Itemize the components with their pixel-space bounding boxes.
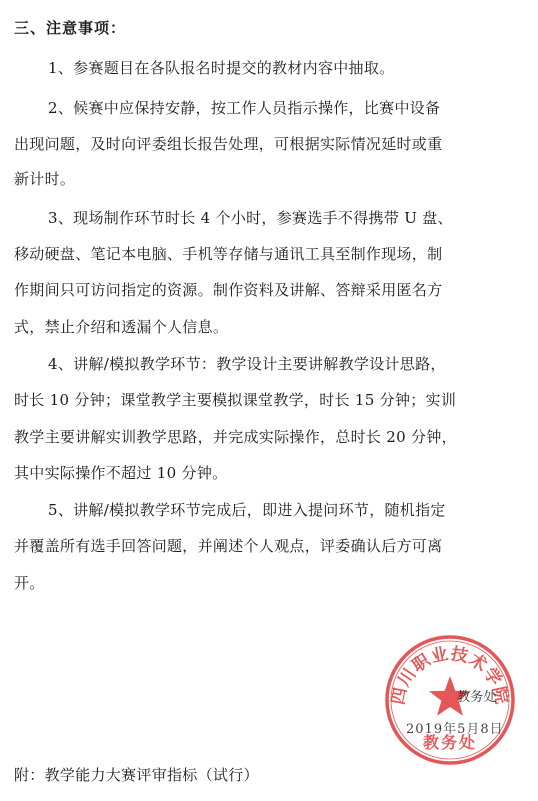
item-3-line-4: 式，禁止介绍和透漏个人信息。 bbox=[14, 318, 229, 336]
item-1-line-1: 1、参赛题目在各队报名时提交的教材内容中抽取。 bbox=[48, 59, 395, 77]
seal-ring-text: 四川职业技术学院 bbox=[388, 644, 512, 707]
item-3-line-2: 移动硬盘、笔记本电脑、手机等存储与通讯工具至制作现场，制 bbox=[14, 245, 443, 263]
item-4-line-1: 4、讲解/模拟教学环节：教学设计主要讲解教学设计思路， bbox=[48, 355, 446, 373]
item-4-line-3: 教学主要讲解实训教学思路，并完成实际操作，总时长 20 分钟， bbox=[14, 428, 457, 446]
item-2-line-3: 新计时。 bbox=[14, 170, 76, 188]
item-4-line-4: 其中实际操作不超过 10 分钟。 bbox=[14, 464, 228, 482]
official-seal-stamp bbox=[380, 630, 520, 770]
item-3-line-3: 作期间只可访问指定的资源。制作资料及讲解、答辩采用匿名方 bbox=[14, 281, 443, 299]
attachment-note: 附：教学能力大赛评审指标（试行） bbox=[14, 766, 259, 784]
item-3-line-1: 3、现场制作环节时长 4 个小时，参赛选手不得携带 U 盘、 bbox=[48, 209, 453, 227]
item-5-line-3: 开。 bbox=[14, 574, 45, 592]
seal-center-text: 教务处 bbox=[422, 733, 478, 752]
item-2-line-1: 2、候赛中应保持安静，按工作人员指示操作，比赛中设备 bbox=[48, 99, 441, 117]
item-5-line-2: 并覆盖所有选手回答问题，并阐述个人观点，评委确认后方可离 bbox=[14, 537, 443, 555]
item-5-line-1: 5、讲解/模拟教学环节完成后，即进入提问环节，随机指定 bbox=[48, 501, 446, 519]
item-2-line-2: 出现问题，及时向评委组长报告处理，可根据实际情况延时或重 bbox=[14, 135, 443, 153]
signature-office: 教务处 bbox=[457, 690, 497, 705]
section-heading: 三、注意事项： bbox=[14, 19, 127, 37]
signature-date: 2019年5月8日 bbox=[406, 722, 504, 737]
item-4-line-2: 时长 10 分钟；课堂教学主要模拟课堂教学，时长 15 分钟；实训 bbox=[14, 391, 457, 409]
